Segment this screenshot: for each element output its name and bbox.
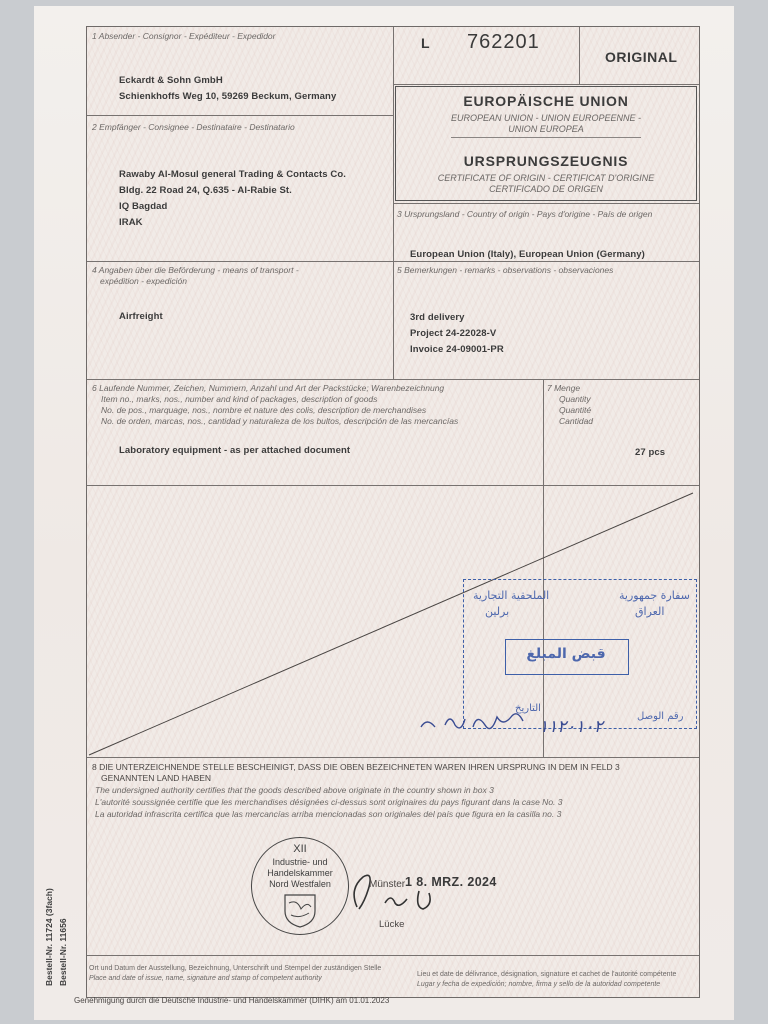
stamp-berlin: برلين <box>485 605 510 618</box>
eu-subtitle-2: UNION EUROPEA <box>508 124 584 134</box>
box7-label-es: Cantidad <box>559 416 594 426</box>
remark-delivery: 3rd delivery <box>410 312 465 323</box>
divider <box>87 115 393 116</box>
certificate-subtitle-2: CERTIFICADO DE ORIGEN <box>489 184 603 194</box>
divider <box>393 84 699 85</box>
certificate-number: 762201 <box>467 31 540 53</box>
box1-label: 1 Absender - Consignor - Expéditeur - Expedidor <box>92 31 276 41</box>
stamp-iraq: العراق <box>635 605 665 618</box>
quantity-value: 27 pcs <box>635 447 666 458</box>
consignor-name: Eckardt & Sohn GmbH <box>119 75 223 86</box>
signatory-name: Lücke <box>379 919 405 930</box>
box8-statement-es: La autoridad infrascrita certifica que las mercancías arriba mencionadas son originales del país que figura en la casilla no. 3 <box>95 809 562 819</box>
stamp-handwritten-number: ١١٢٠١٠٢ <box>539 717 603 737</box>
box5-label: 5 Bemerkungen - remarks - observations - observaciones <box>397 265 614 275</box>
certificate-title: URSPRUNGSZEUGNIS <box>463 153 629 169</box>
stamp-commercial-attache: الملحقية التجارية <box>473 589 550 602</box>
order-number-2: Bestell-Nr. 11656 <box>58 918 68 986</box>
eu-title: EUROPÄISCHE UNION <box>463 93 629 109</box>
box8-statement-fr: L'autorité soussignée certifie que les merchandises désignées ci-dessus sont originaires du pays figurant dans la case No. 3 <box>95 797 563 807</box>
box7-label: 7 Menge <box>547 383 581 393</box>
box7-label-fr: Quantité <box>559 405 592 415</box>
footer-right-fr: Lieu et date de délivrance, désignation, signature et cachet de l'autorité compétente <box>417 971 677 978</box>
stamp-payment-received: قبض المبلغ <box>526 646 606 662</box>
divider <box>87 261 699 262</box>
consignee-country: IRAK <box>119 217 143 228</box>
seal-text-1: Industrie- und <box>272 857 328 867</box>
country-of-origin: European Union (Italy), European Union (Germany) <box>410 249 645 260</box>
box4-label: 4 Angaben über die Beförderung - means of transport - <box>92 265 299 275</box>
box6-label-en: Item no., marks, nos., number and kind of packages, description of goods <box>101 394 378 404</box>
remark-invoice: Invoice 24-09001-PR <box>410 344 504 355</box>
box2-label: 2 Empfänger - Consignee - Destinataire - Destinatario <box>92 122 295 132</box>
seal-number: XII <box>293 843 307 855</box>
footer-left-en: Place and date of issue, name, signature and stamp of competent authority <box>89 975 322 982</box>
means-of-transport: Airfreight <box>119 311 163 322</box>
coat-of-arms-icon <box>279 893 321 929</box>
box4-label-2: expédition - expedición <box>100 276 187 286</box>
seal-text-2: Handelskammer <box>267 868 333 878</box>
consignee-city: IQ Bagdad <box>119 201 168 212</box>
original-mark: ORIGINAL <box>605 49 678 65</box>
certificate-number-prefix: L <box>421 35 430 51</box>
divider <box>87 955 699 956</box>
box3-label: 3 Ursprungsland - Country of origin - Pays d'origine - País de origen <box>397 209 653 219</box>
stamp-embassy-of: سفارة جمهورية <box>619 589 690 602</box>
box6-label-fr: No. de pos., marquage, nos., nombre et nature des colis, description de merchandises <box>101 405 427 415</box>
box6-label-es: No. de orden, marcas, nos., cantidad y naturaleza de los bultos, descripción de las mercancías <box>101 416 459 426</box>
divider <box>451 137 641 138</box>
consignee-address: Bldg. 22 Road 24, Q.635 - Al-Rabie St. <box>119 185 292 196</box>
approval-note: Genehmigung durch die Deutsche Industrie- und Handelskammer (DIHK) am 01.01.2023 <box>74 996 390 1005</box>
stamp-receipt-number-label: رقم الوصل <box>637 711 684 722</box>
issue-date: 1 8. MRZ. 2024 <box>405 875 497 889</box>
order-number-1: Bestell-Nr. 11724 (3fach) <box>44 888 54 986</box>
eu-subtitle-1: EUROPEAN UNION - UNION EUROPEENNE - <box>450 113 642 123</box>
box6-label: 6 Laufende Nummer, Zeichen, Nummern, Anzahl und Art der Packstücke; Warenbezeichnung <box>92 383 445 393</box>
box8-statement-en: The undersigned authority certifies that the goods described above originate in the country shown in box 3 <box>95 785 494 795</box>
consignor-address: Schienkhoffs Weg 10, 59269 Beckum, Germany <box>119 91 337 102</box>
goods-description: Laboratory equipment - as per attached document <box>119 445 351 456</box>
box7-label-en: Quantity <box>559 394 591 404</box>
stamp-date-label: التاريخ <box>515 703 541 714</box>
handwritten-scribble <box>417 707 537 737</box>
certificate-subtitle-1: CERTIFICATE OF ORIGIN - CERTIFICAT D'ORIGINE <box>437 173 655 183</box>
box8-statement-de-2: GENANNTEN LAND HABEN <box>101 773 212 783</box>
remark-project: Project 24-22028-V <box>410 328 497 339</box>
footer-left-de: Ort und Datum der Ausstellung, Bezeichnung, Unterschrift und Stempel der zuständigen Stelle <box>89 965 382 972</box>
divider <box>87 379 699 380</box>
divider <box>87 757 699 758</box>
divider <box>579 27 580 84</box>
seal-text-3: Nord Westfalen <box>269 879 331 889</box>
issue-place: Münster <box>369 879 406 890</box>
footer-right-es: Lugar y fecha de expedición; nombre, firma y sello de la autoridad competente <box>417 981 661 988</box>
divider <box>393 203 699 204</box>
signature-scribble <box>345 863 455 923</box>
certificate-of-origin-form <box>86 26 700 998</box>
consignee-name: Rawaby Al-Mosul general Trading & Contacts Co. <box>119 169 347 180</box>
box8-statement-de: 8 DIE UNTERZEICHNENDE STELLE BESCHEINIGT, DASS DIE OBEN BEZEICHNETEN WAREN IHREN URSPRUNG IN DEM IN FELD 3 <box>92 762 620 772</box>
